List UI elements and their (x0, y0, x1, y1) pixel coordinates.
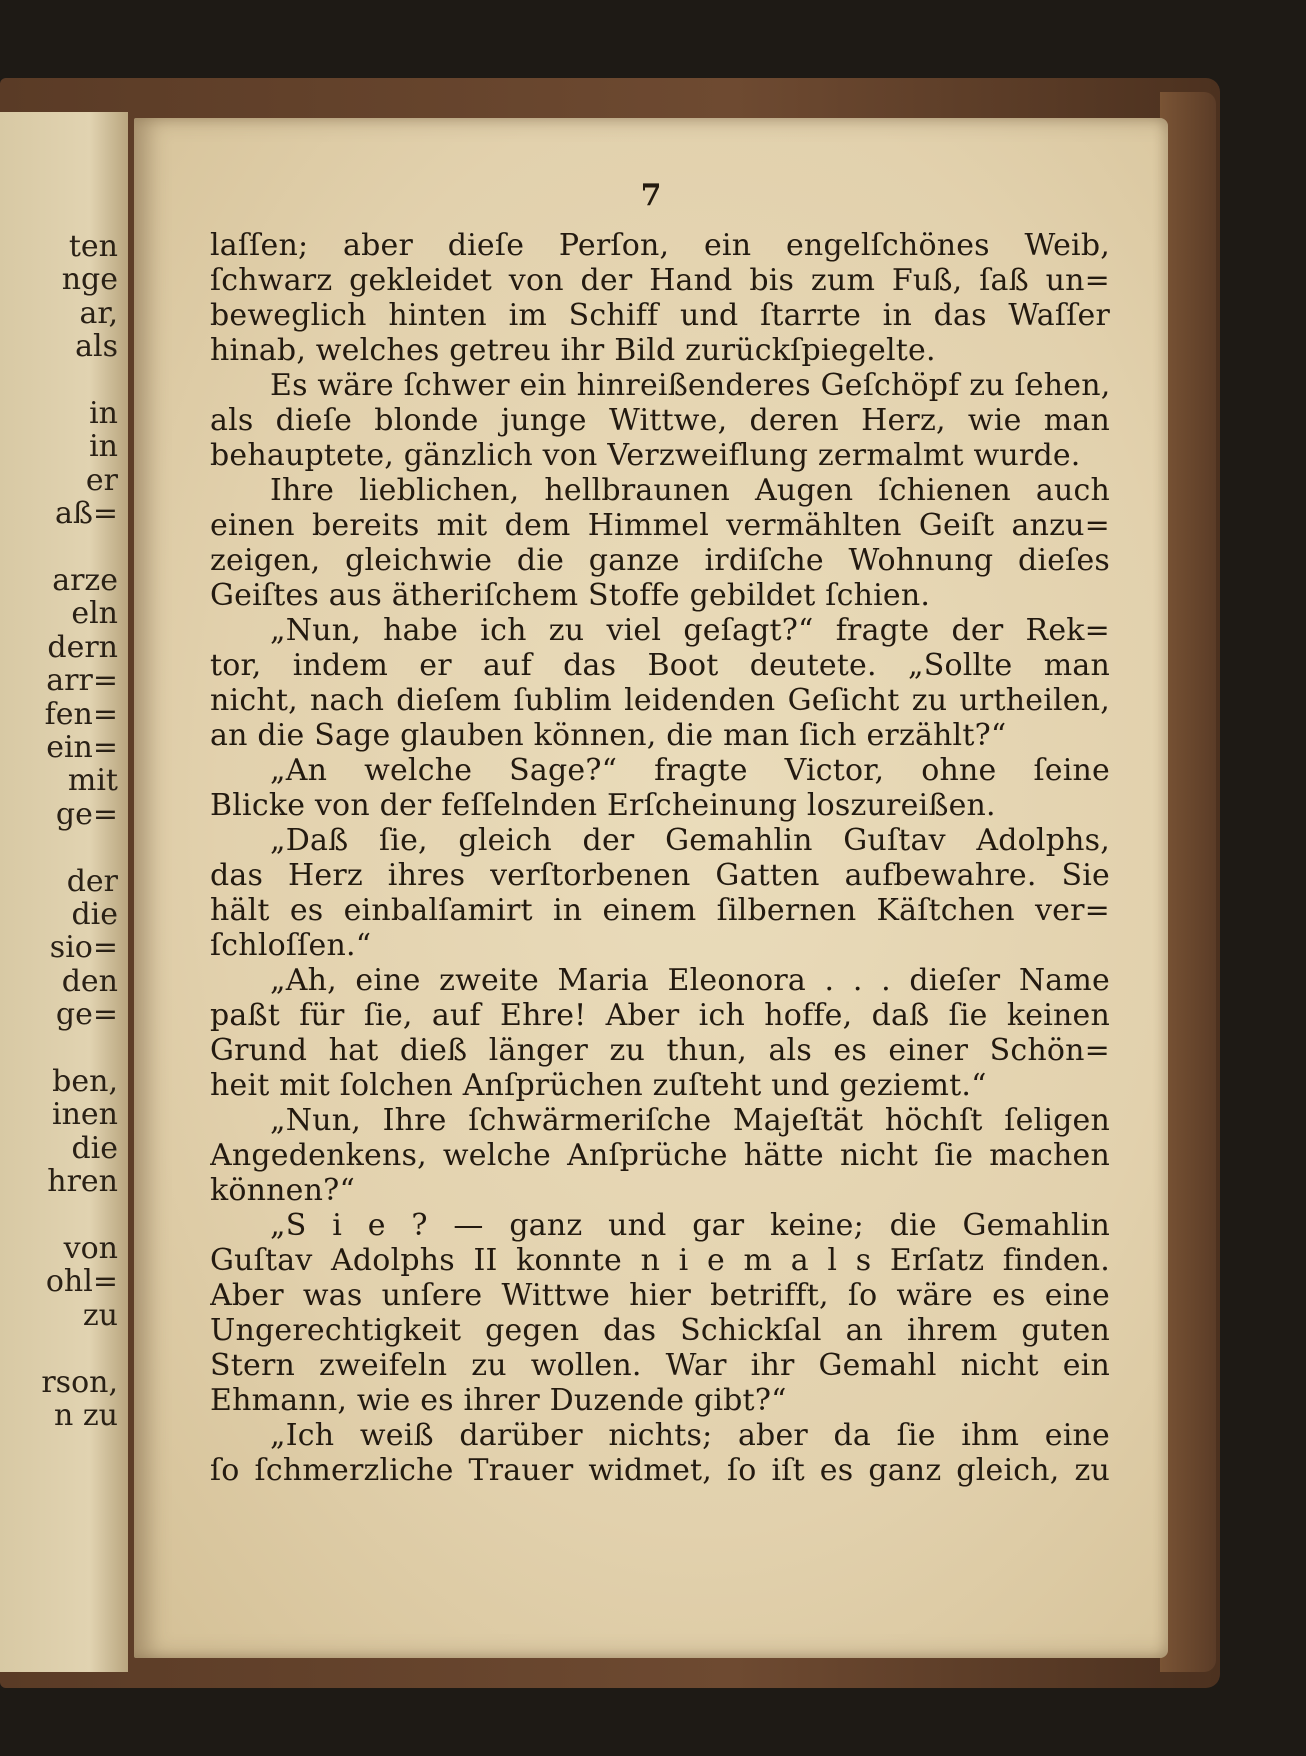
text-line: ſo ſchmerzliche Trauer widmet, ſo iſt es ganz gleich, zu (210, 1453, 1110, 1488)
text-line: tor, indem er auf das Boot deutete. „Sollte man (210, 648, 1110, 683)
facing-page-fragment: ohl= (45, 1264, 118, 1300)
text-line: Es wäre ſchwer ein hinreißenderes Geſchöpf zu ſehen, (270, 368, 1110, 403)
text-line: „Nun, habe ich zu viel geſagt?“ fragte der Rek= (270, 613, 1110, 648)
facing-page-fragment: ge= (55, 796, 118, 832)
text-line: Geiſtes aus ätheriſchem Stoffe gebildet ſchien. (210, 578, 931, 613)
facing-page-fragment: ein= (46, 730, 118, 765)
facing-page-fragment: der (66, 863, 118, 899)
facing-page-fragment: er (85, 462, 118, 498)
text-line: Blicke von der feſſelnden Erſcheinung loszureißen. (210, 788, 996, 823)
text-line: zeigen, gleichwie die ganze irdiſche Wohnung dieſes (210, 543, 1110, 578)
text-line: „S i e ? — ganz und gar keine; die Gemahlin (270, 1208, 1110, 1243)
text-line: „Ah, eine zweite Maria Eleonora . . . dieſer Name (270, 963, 1110, 998)
text-line: Ihre lieblichen, hellbraunen Augen ſchienen auch (270, 473, 1110, 508)
text-line: Ehmann, wie es ihrer Duzende gibt?“ (210, 1383, 787, 1418)
facing-page-fragment: den (61, 963, 118, 999)
facing-page-fragment: eln (71, 596, 118, 632)
text-line: Ungerechtigkeit gegen das Schickſal an ihrem guten (210, 1313, 1110, 1348)
facing-page-fragment: inen (52, 1097, 118, 1133)
text-line: „Ich weiß darüber nichts; aber da ſie ihm eine (270, 1418, 1110, 1453)
facing-page-fragment: von (63, 1231, 118, 1266)
facing-page-fragment: n zu (54, 1398, 118, 1433)
text-line: hinab, welches getreu ihr Bild zurückſpiegelte. (210, 333, 936, 368)
page-number: 7 (640, 178, 662, 213)
text-line: beweglich hinten im Schiff und ſtarrte in das Waſſer (210, 298, 1110, 333)
text-line: Grund hat dieß länger zu thun, als es einer Schön= (210, 1033, 1110, 1068)
text-line: paßt für ſie, auf Ehre! Aber ich hoffe, daß ſie keinen (210, 998, 1110, 1033)
text-line: ſchwarz gekleidet von der Hand bis zum Fuß, ſaß un= (210, 263, 1110, 298)
facing-page-fragment: rson, (41, 1364, 118, 1400)
text-line: laſſen; aber dieſe Perſon, ein engelſchönes Weib, (210, 228, 1110, 263)
text-line: als dieſe blonde junge Wittwe, deren Herz, wie man (210, 403, 1110, 438)
text-line: „An welche Sage?“ fragte Victor, ohne ſeine (270, 753, 1110, 788)
facing-page-fragment: die (71, 897, 118, 932)
facing-page-fragment: ar, (79, 295, 118, 331)
text-line: können?“ (210, 1173, 355, 1208)
facing-page-fragment: sio= (49, 930, 118, 966)
text-line: heit mit ſolchen Anſprüchen zuſteht und geziemt.“ (210, 1068, 987, 1103)
facing-page-fragment: arze (52, 563, 118, 598)
text-line: Aber was unſere Wittwe hier betrifft, ſo wäre es eine (210, 1278, 1110, 1313)
text-line: das Herz ihres verſtorbenen Gatten aufbewahre. Sie (210, 858, 1110, 893)
facing-page-fragment: als (75, 329, 118, 365)
facing-page-fragment: die (71, 1130, 118, 1166)
text-line: „Daß ſie, gleich der Gemahlin Guſtav Adolphs, (270, 823, 1110, 858)
facing-page-fragment: ben, (52, 1064, 118, 1099)
facing-page-fragment: fen= (44, 696, 118, 732)
facing-page-fragment: aß= (54, 496, 118, 532)
book-cover-edge (1160, 92, 1216, 1672)
facing-page-fragment: mit (67, 763, 118, 799)
text-line: behauptete, gänzlich von Verzweiflung zermalmt wurde. (210, 438, 1081, 473)
page-text (210, 228, 1110, 1488)
facing-page-fragment: nge (61, 262, 118, 298)
text-line: Stern zweifeln zu wollen. War ihr Gemahl nicht ein (210, 1348, 1110, 1383)
facing-page-fragment: in (89, 429, 118, 465)
facing-page-fragment: dern (47, 629, 118, 665)
facing-page-fragment: in (89, 396, 118, 431)
text-line: einen bereits mit dem Himmel vermählten Geiſt anzu= (210, 508, 1110, 543)
facing-page-fragment: hren (47, 1164, 118, 1200)
facing-page-fragment: ten (68, 229, 118, 264)
text-line: nicht, nach dieſem ſublim leidenden Geſicht zu urtheilen, (210, 683, 1110, 718)
facing-page-fragment: zu (82, 1297, 118, 1333)
facing-page-fragment: arr= (46, 663, 118, 699)
text-line: hält es einbalſamirt in einem ſilbernen Käſtchen ver= (210, 893, 1110, 928)
text-line: ſchloſſen.“ (210, 928, 372, 963)
book-page (134, 118, 1168, 1658)
text-line: Angedenkens, welche Anſprüche hätte nicht ſie machen (210, 1138, 1110, 1173)
text-line: Guſtav Adolphs II konnte n i e m a l s Erſatz finden. (210, 1243, 1110, 1278)
text-line: „Nun, Ihre ſchwärmeriſche Majeſtät höchſt ſeligen (270, 1103, 1110, 1138)
facing-page (0, 112, 128, 1672)
text-line: an die Sage glauben können, die man ſich erzählt?“ (210, 718, 1007, 753)
facing-page-fragment: ge= (55, 997, 118, 1033)
